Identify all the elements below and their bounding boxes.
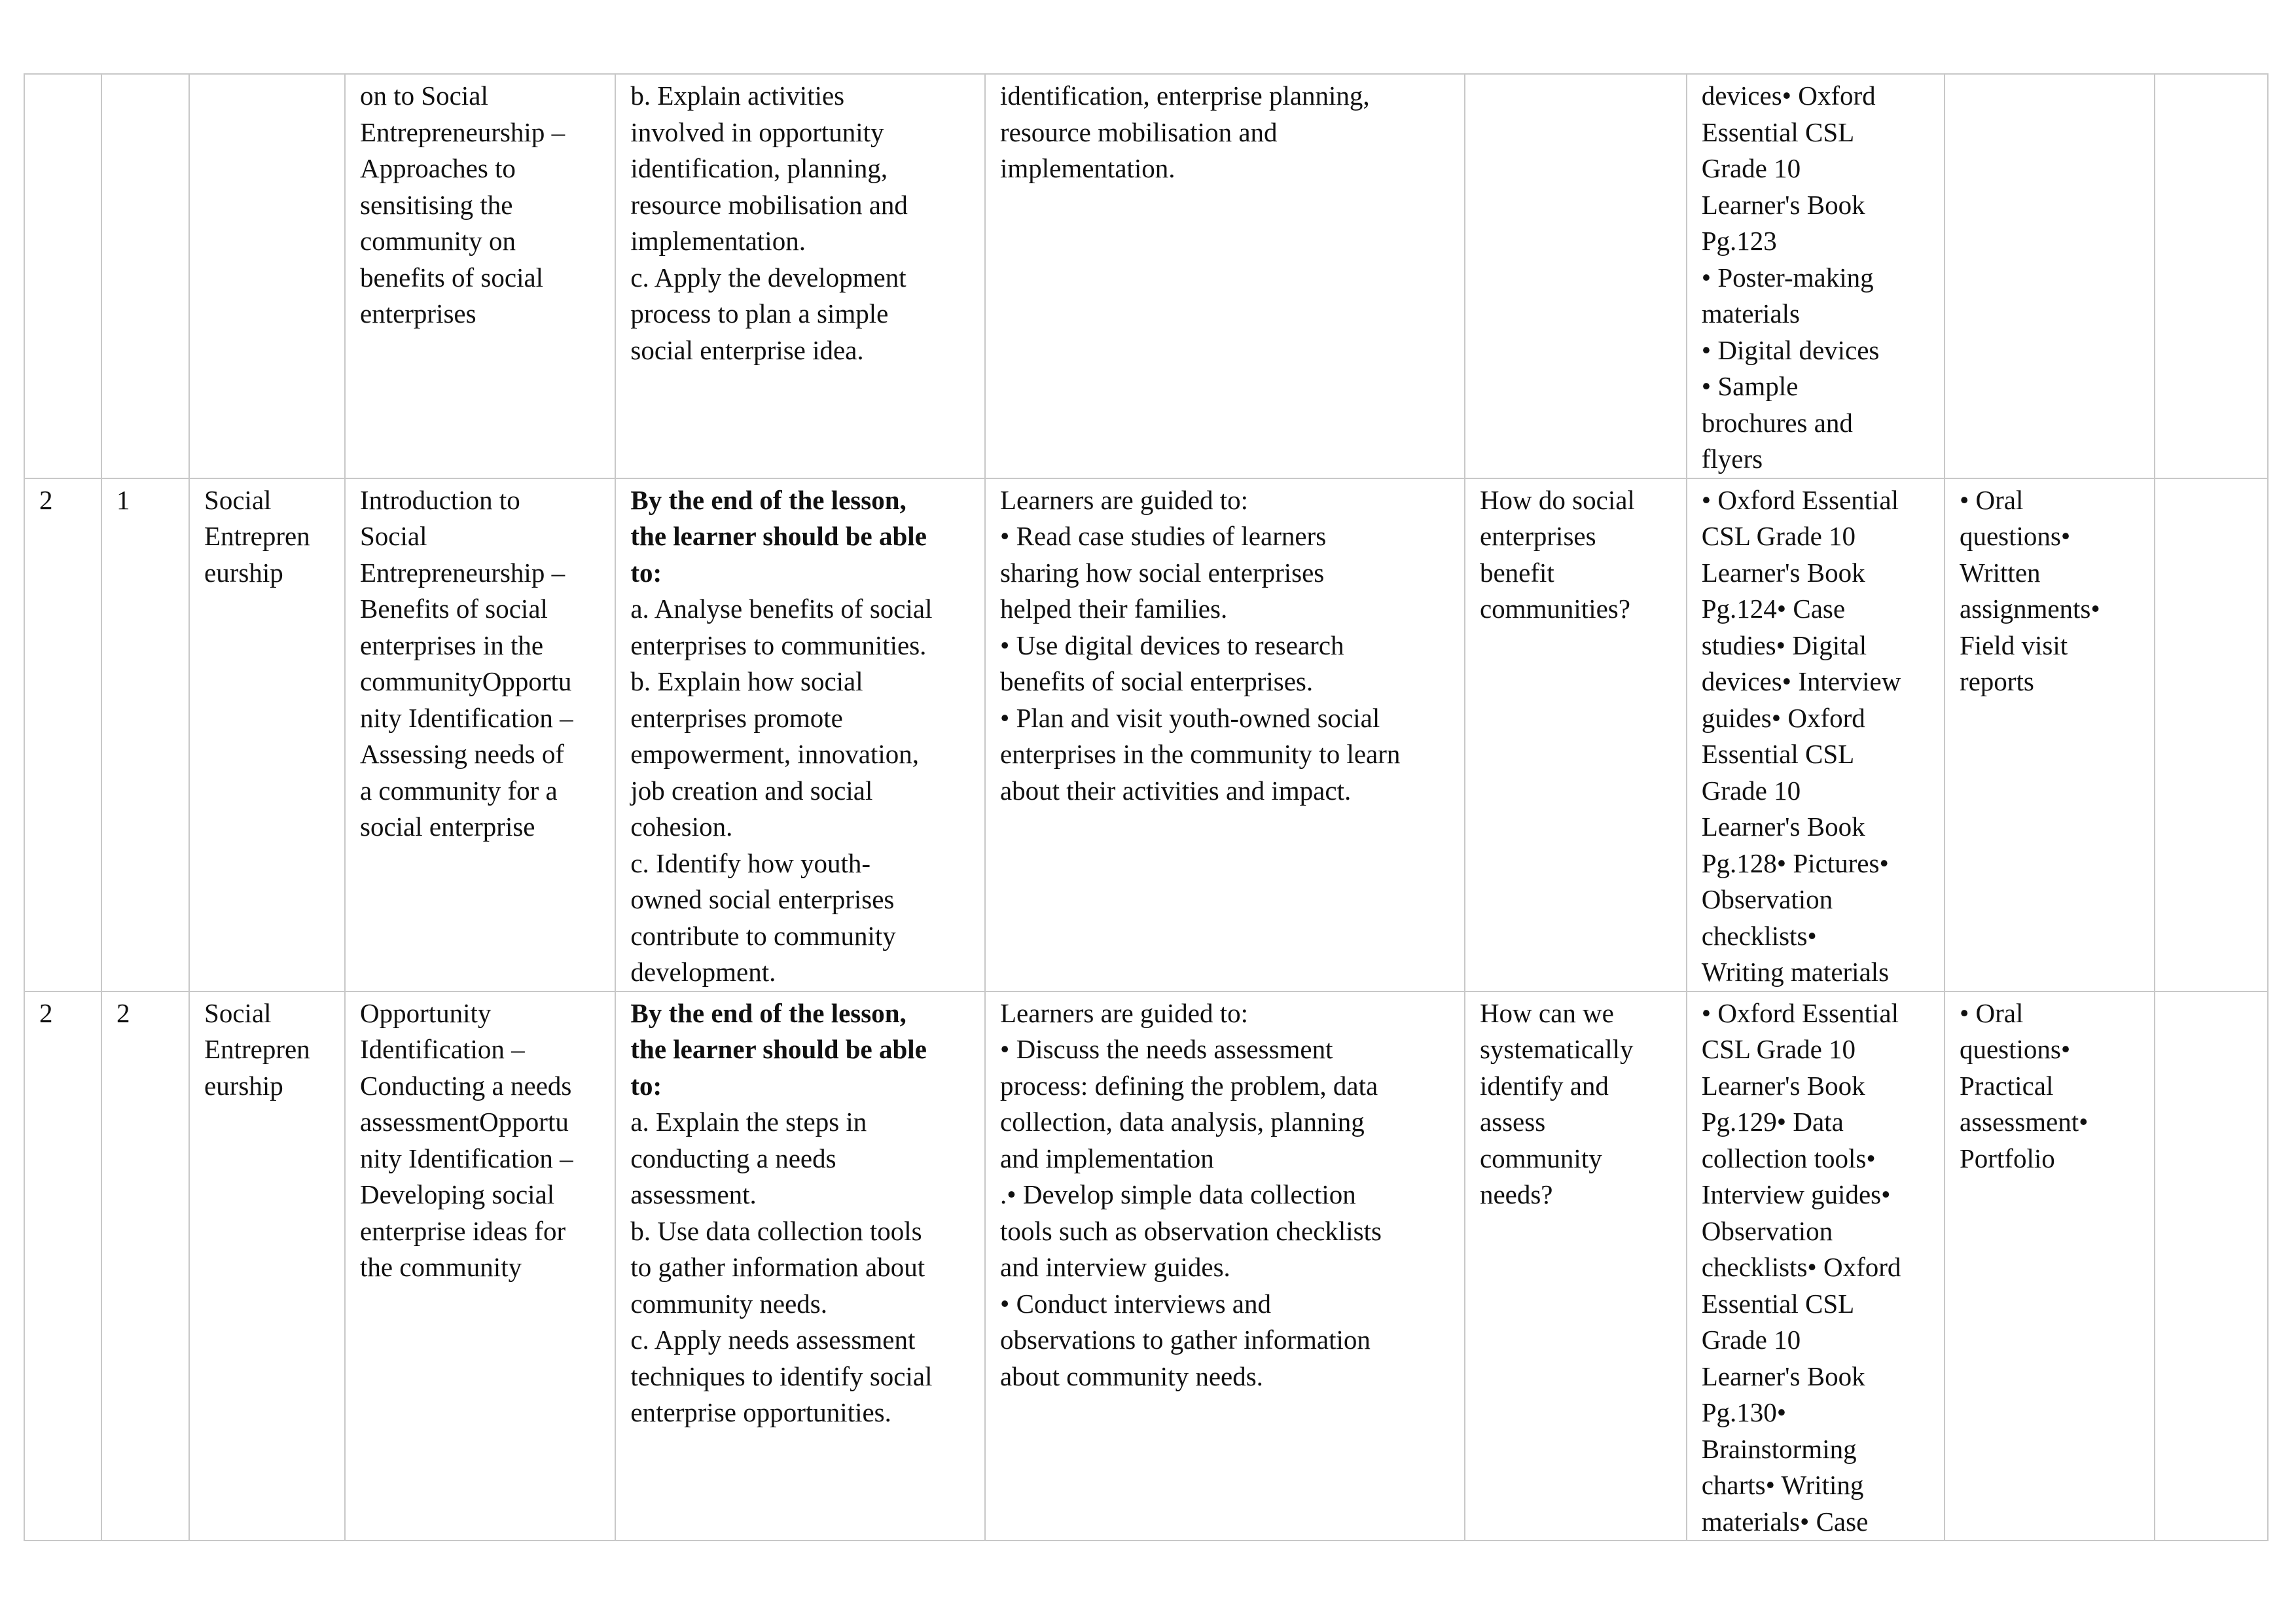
- week-cell: 2: [24, 478, 101, 991]
- strand-cell: Social Entrepren eurship: [189, 478, 345, 991]
- assessment-cell: [1945, 74, 2155, 478]
- learning-experiences-cell: identification, enterprise planning, resource mobilisation and implementation.: [985, 74, 1465, 478]
- learning-experiences-cell: Learners are guided to: • Read case studies of learners sharing how social enterprises helped their families. • Use digital devices to research benefits of social enterprises. • Plan and visit youth-owned social enterprises in the community to learn about their activities and impact.: [985, 478, 1465, 991]
- learning-resources-cell: • Oxford Essential CSL Grade 10 Learner's Book Pg.129• Data collection tools• Interview guides• Observation checklists• Oxford Essential CSL Grade 10 Learner's Book Pg.130• Brainstorming charts• Writing materials• Case: [1687, 991, 1945, 1541]
- lesson-cell: [101, 74, 189, 478]
- learning-outcomes-cell: [615, 478, 985, 991]
- learning-outcomes-cell: [615, 991, 985, 1541]
- outcomes-intro: By the end of the lesson, the learner should be able to:: [630, 997, 927, 1101]
- sub-strand-cell: on to Social Entrepreneurship – Approaches to sensitising the community on benefits of social enterprises: [345, 74, 615, 478]
- week-cell: 2: [24, 991, 101, 1541]
- assessment-cell: • Oral questions• Practical assessment• Portfolio: [1945, 991, 2155, 1541]
- document-page: [24, 73, 2269, 1541]
- scheme-of-work-table: [24, 73, 2269, 1541]
- outcomes-text: b. Explain activities involved in opportunity identification, planning, resource mobilisation and implementation. c. Apply the development process to plan a simple social enterprise idea.: [630, 80, 908, 365]
- assessment-cell: • Oral questions• Written assignments• Field visit reports: [1945, 478, 2155, 991]
- sub-strand-cell: Introduction to Social Entrepreneurship – Benefits of social enterprises in the communityOpportu nity Identification – Assessing needs of a community for a social enterprise: [345, 478, 615, 991]
- learning-outcomes-cell: [615, 74, 985, 478]
- inquiry-question-cell: How can we systematically identify and assess community needs?: [1465, 991, 1687, 1541]
- table-row: [24, 991, 2268, 1541]
- inquiry-question-cell: How do social enterprises benefit communities?: [1465, 478, 1687, 991]
- strand-cell: Social Entrepren eurship: [189, 991, 345, 1541]
- learning-resources-cell: devices• Oxford Essential CSL Grade 10 Learner's Book Pg.123 • Poster-making materials • Digital devices • Sample brochures and flyers: [1687, 74, 1945, 478]
- outcomes-text: a. Explain the steps in conducting a needs assessment. b. Use data collection tools to gather information about community needs. c. Apply needs assessment techniques to identify social enterprise opportunities.: [630, 1107, 933, 1427]
- learning-experiences-cell: Learners are guided to: • Discuss the needs assessment process: defining the problem, data collection, data analysis, planning and implementation .• Develop simple data collection tools such as observation checklists and interview guides. • Conduct interviews and observations to gather information about community needs.: [985, 991, 1465, 1541]
- lesson-cell: 1: [101, 478, 189, 991]
- inquiry-question-cell: [1465, 74, 1687, 478]
- week-cell: [24, 74, 101, 478]
- strand-cell: [189, 74, 345, 478]
- learning-resources-cell: • Oxford Essential CSL Grade 10 Learner's Book Pg.124• Case studies• Digital devices• Interview guides• Oxford Essential CSL Grade 10 Learner's Book Pg.128• Pictures• Observation checklists• Writing materials: [1687, 478, 1945, 991]
- table-row: [24, 74, 2268, 478]
- remarks-cell: [2155, 991, 2268, 1541]
- sub-strand-cell: Opportunity Identification – Conducting a needs assessmentOpportu nity Identification – Developing social enterprise ideas for the community: [345, 991, 615, 1541]
- lesson-cell: 2: [101, 991, 189, 1541]
- outcomes-intro: By the end of the lesson, the learner should be able to:: [630, 484, 927, 588]
- table-row: [24, 478, 2268, 991]
- remarks-cell: [2155, 74, 2268, 478]
- outcomes-text: a. Analyse benefits of social enterprises to communities. b. Explain how social enterprises promote empowerment, innovation, job creation and social cohesion. c. Identify how youth- owned social enterprises contribute to community development.: [630, 594, 933, 987]
- remarks-cell: [2155, 478, 2268, 991]
